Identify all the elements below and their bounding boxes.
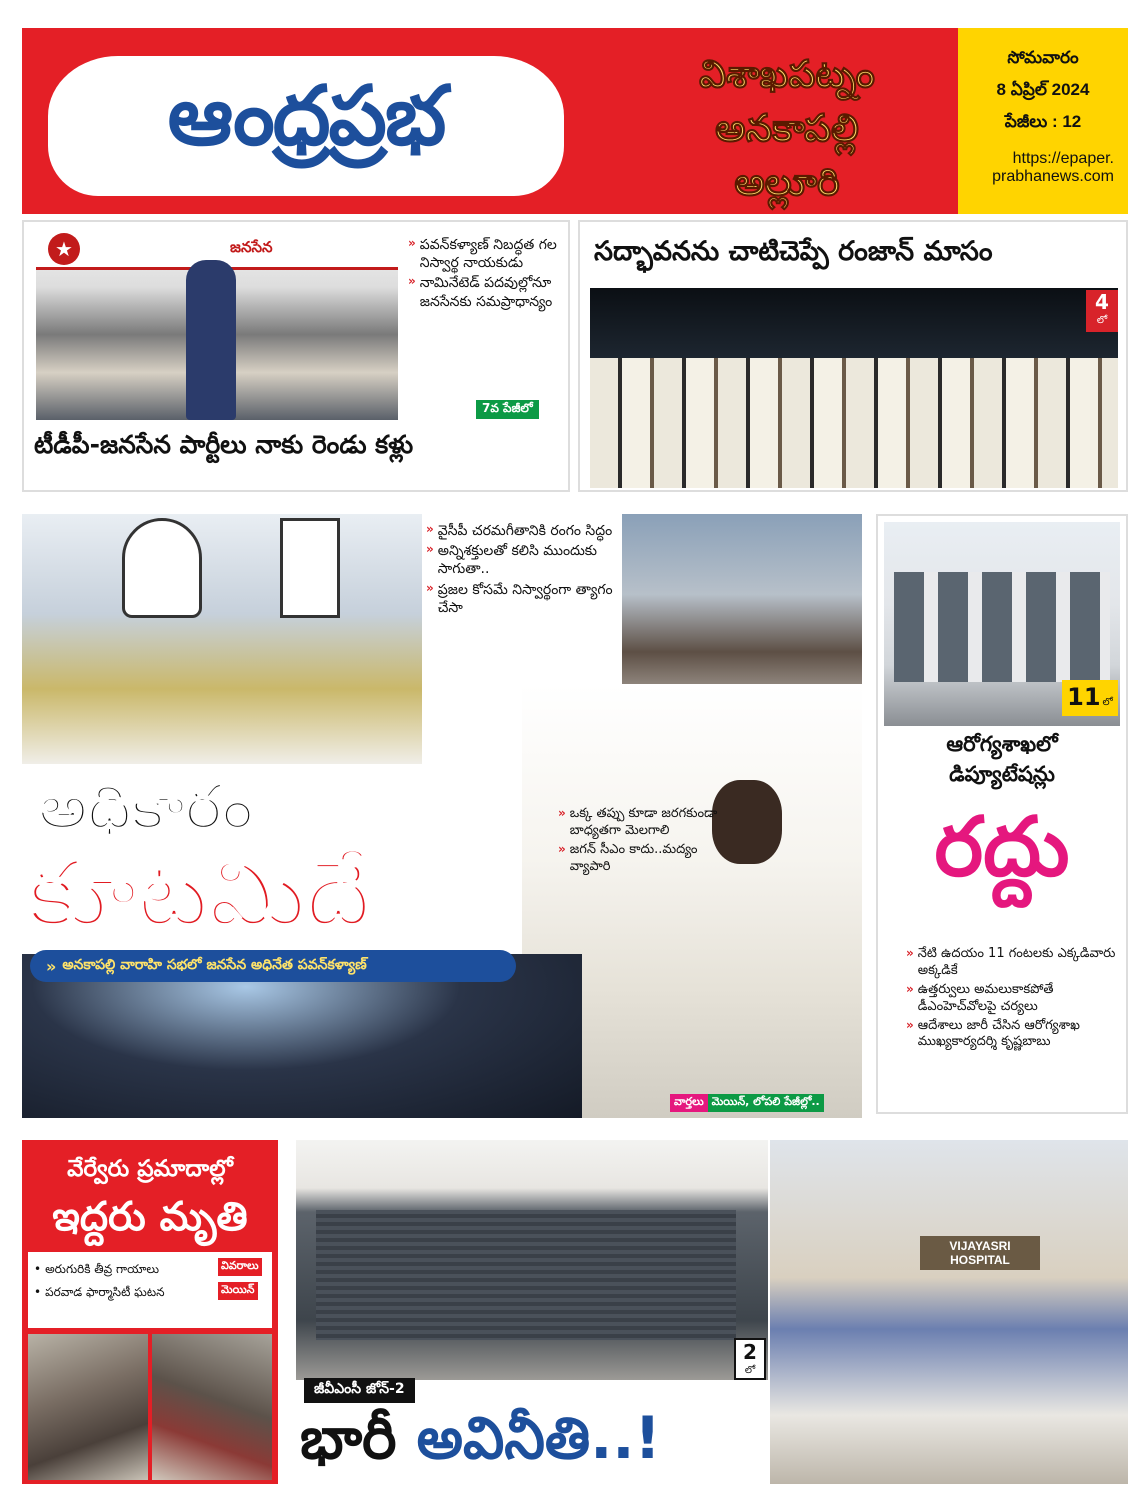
story-accident xyxy=(22,1140,278,1484)
edition-names xyxy=(622,52,952,202)
masthead xyxy=(22,28,1128,214)
issue-day: సోమవారం xyxy=(1007,48,1079,67)
gvmc-page-suffix: లో xyxy=(744,1365,756,1376)
bullet-arrow-icon: » xyxy=(558,841,566,856)
story-tdp-janasena xyxy=(22,220,570,492)
bullet-arrow-icon: » xyxy=(408,274,416,289)
ramzan-gathering-photo xyxy=(590,288,1118,488)
accident-ref-label-2: మెయిన్ xyxy=(218,1282,258,1300)
bullet-arrow-icon: » xyxy=(426,580,434,595)
accident-victim-photo-1 xyxy=(28,1334,148,1480)
main-headline-line2: కూటమిదే xyxy=(28,840,371,947)
main-bullet-3: » ప్రజల కోసమే నిస్వార్థంగా త్యాగం చేసా xyxy=(426,580,613,616)
edition-anakapalli: అనకాపల్లి xyxy=(715,106,859,150)
gvmc-headline-part1: భారీ xyxy=(300,1404,397,1472)
epaper-url-line2: prabhanews.com xyxy=(992,168,1114,185)
health-page-suffix: లో xyxy=(1102,697,1113,708)
gvmc-headline xyxy=(300,1404,768,1487)
ramzan-page-suffix: లో xyxy=(1096,315,1108,326)
bullet-arrow-icon: » xyxy=(906,1017,914,1032)
story-main-pawan xyxy=(22,514,862,1118)
bullet-dot-icon: • xyxy=(34,1285,42,1299)
tdp-bullet-1: » పవన్‌కళ్యాణ్ నిబద్ధత గల నిస్వార్థ నాయకుడు xyxy=(408,236,557,272)
bullet-dot-icon: • xyxy=(34,1262,42,1276)
date-panel xyxy=(958,28,1128,214)
accident-bullet-2: • పరవాడ ఫార్మాసిటీ ఘటన xyxy=(34,1285,266,1302)
hospital-sign: VIJAYASRI HOSPITAL xyxy=(920,1236,1040,1270)
bullet-arrow-icon: » xyxy=(906,946,914,960)
ramzan-headline: సద్భావనను చాటిచెప్పే రంజాన్ మాసం xyxy=(594,236,993,267)
accident-bullet-1: • అరుగురికి తీవ్ర గాయాలు xyxy=(34,1262,266,1279)
ramzan-page-number: 4 xyxy=(1095,290,1109,314)
story-health-deputation xyxy=(876,514,1128,1114)
accident-victim-photo-2 xyxy=(152,1334,272,1480)
janasena-star-icon: ★ xyxy=(48,233,80,265)
edition-visakhapatnam: విశాఖపట్నం xyxy=(699,52,875,96)
main-bullet-2: » అన్నిశక్తులతో కలిసి ముందుకు సాగుతా.. xyxy=(426,542,597,578)
tdp-bullet-2: » నామినేటెడ్ పదవుల్లోనూ జనసేనకు సమప్రాధాన్యం xyxy=(408,274,553,310)
story-gvmc-corruption xyxy=(296,1140,1128,1484)
accident-headline: ఇద్దరు మృతి xyxy=(52,1194,248,1240)
health-bullet-1: » నేటి ఉదయం 11 గంటలకు ఎక్కడివారు అక్కడికే xyxy=(906,946,1116,978)
speaker-figure xyxy=(186,260,236,420)
main-bullets-top xyxy=(426,522,622,617)
glass-symbol-icon xyxy=(280,518,340,618)
janasena-meeting-photo xyxy=(36,230,398,420)
main-bullet-4: » ఒక్క తప్పు కూడా జరగకుండా బాధ్యతగా మెలగాలి xyxy=(558,806,718,838)
masthead-logo xyxy=(48,56,564,196)
health-headline: రద్దు xyxy=(934,800,1070,895)
gvmc-headline-part2: అవినీతి..! xyxy=(416,1404,661,1472)
accident-ref-label-1: వివరాలు xyxy=(218,1258,262,1276)
health-kicker-line2: డిప్యూటేషన్లు xyxy=(949,762,1055,786)
page-count: పేజీలు : 12 xyxy=(1004,112,1082,131)
photo-banner-text: జనసేన xyxy=(230,237,273,256)
issue-date: 8 ఏప్రిల్ 2024 xyxy=(996,80,1090,99)
bullet-arrow-icon: » xyxy=(46,956,57,976)
vijayasri-hospital-photo xyxy=(770,1140,1128,1484)
speaker-head xyxy=(712,780,782,864)
shuttered-building-photo xyxy=(296,1140,768,1380)
gvmc-kicker: జీవీఎంసీ జోన్-2 xyxy=(304,1378,415,1403)
rally-stage-photo xyxy=(22,514,422,764)
health-kicker-line1: ఆరోగ్యశాఖలో xyxy=(946,732,1058,756)
epaper-url-line1: https://epaper. xyxy=(1012,150,1114,167)
bullet-arrow-icon: » xyxy=(906,981,914,996)
tdp-headline: టీడీపీ-జనసేన పార్టీలు నాకు రెండు కళ్లు xyxy=(34,430,414,459)
main-bullet-1: » వైసీపీ చరమగీతానికి రంగం సిద్ధం xyxy=(426,522,613,539)
gvmc-page-number: 2 xyxy=(743,1340,757,1364)
logo-text: ఆంధ్రప్రభ xyxy=(167,68,445,164)
story-ramzan xyxy=(578,220,1128,492)
ramzan-page-ref xyxy=(1086,290,1118,332)
shutter-doors xyxy=(316,1210,736,1340)
main-subline-text: అనకాపల్లి వారాహి సభలో జనసేన అధినేత పవన్‌కళ్యాణ్ xyxy=(62,956,367,973)
health-bullet-2: » ఉత్తర్వులు అమలుకాకపోతే డీఎంహెచ్‌వోలపై చర్యలు xyxy=(906,981,1054,1014)
news-ref: మెయిన్, లోపలి పేజీల్లో.. xyxy=(708,1094,824,1112)
health-bullet-3: » ఆదేశాలు జారీ చేసిన ఆరోగ్యశాఖ ముఖ్యకార్యదర్శి కృష్ణబాబు xyxy=(906,1017,1080,1050)
lotus-symbol-icon xyxy=(122,518,202,618)
bullet-arrow-icon: » xyxy=(426,542,434,557)
tdp-page-ref: 7వ పేజీలో xyxy=(476,400,539,419)
main-bullet-5: » జగన్ సీఎం కాదు..మద్యం వ్యాపారి xyxy=(558,841,698,874)
ramzan-crowd-band xyxy=(590,358,1118,488)
main-headline-line1: అధికారం xyxy=(38,770,254,843)
news-label: వార్తలు xyxy=(670,1094,708,1112)
health-page-number: 11 xyxy=(1067,683,1101,711)
main-news-ref xyxy=(670,1094,824,1112)
edition-alluri: అల్లూరి xyxy=(734,160,840,204)
health-bullets xyxy=(906,946,1120,1051)
tdp-bullets xyxy=(408,236,562,311)
health-page-ref xyxy=(1062,680,1118,716)
bullet-arrow-icon: » xyxy=(408,236,416,250)
bullet-arrow-icon: » xyxy=(558,806,566,820)
main-bullets-mid xyxy=(558,806,718,876)
bullet-arrow-icon: » xyxy=(426,522,434,536)
main-subline xyxy=(30,950,516,982)
office-window-grid xyxy=(894,572,1110,682)
accident-kicker: వేర్వేరు ప్రమాదాల్లో xyxy=(67,1156,233,1182)
gvmc-page-ref xyxy=(734,1338,766,1380)
